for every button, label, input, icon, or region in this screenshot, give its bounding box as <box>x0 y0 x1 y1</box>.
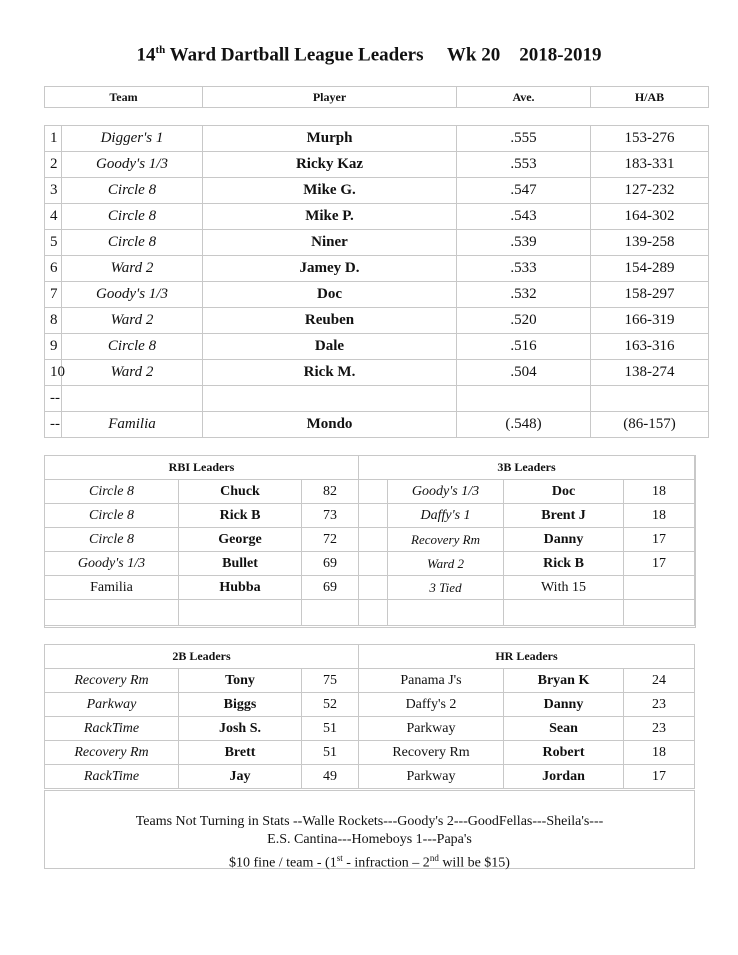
hab-cell: (86-157) <box>591 412 709 438</box>
team-cell <box>62 386 203 412</box>
rbi-title: RBI Leaders <box>45 456 359 480</box>
player-cell: Rick B <box>504 552 624 576</box>
table-row <box>359 552 695 576</box>
team-cell: Parkway <box>45 693 179 717</box>
team-cell: Ward 2 <box>388 552 504 576</box>
rank-cell: 5 <box>45 230 62 256</box>
rank-cell: 3 <box>45 178 62 204</box>
header-hab: H/AB <box>591 87 709 108</box>
hab-cell: 166-319 <box>591 308 709 334</box>
ave-cell: .539 <box>457 230 591 256</box>
table-row <box>45 334 709 360</box>
blank-cell <box>504 600 624 626</box>
hab-cell: 154-289 <box>591 256 709 282</box>
table-row <box>359 480 695 504</box>
team-cell: Circle 8 <box>62 204 203 230</box>
table-row <box>45 412 709 438</box>
player-cell: Jay <box>179 765 302 789</box>
table-row <box>45 126 709 152</box>
team-cell: Goody's 1/3 <box>45 552 179 576</box>
team-cell: Circle 8 <box>45 504 179 528</box>
blank-cell <box>359 600 388 626</box>
rank-cell: -- <box>45 386 62 412</box>
value-cell: 69 <box>302 576 359 600</box>
table-row <box>359 528 695 552</box>
team-cell: Daffy's 1 <box>388 504 504 528</box>
rank-cell: -- <box>45 412 62 438</box>
value-cell: 73 <box>302 504 359 528</box>
team-cell: Ward 2 <box>62 360 203 386</box>
header-team: Team <box>45 87 203 108</box>
hab-cell: 163-316 <box>591 334 709 360</box>
player-cell: Brett <box>179 741 302 765</box>
value-cell: 49 <box>302 765 359 789</box>
blank-cell <box>624 600 695 626</box>
footer-note <box>44 790 695 869</box>
team-cell: Digger's 1 <box>62 126 203 152</box>
rbi-table <box>44 455 359 626</box>
table-row <box>45 576 359 600</box>
team-cell: Circle 8 <box>62 178 203 204</box>
team-cell: Circle 8 <box>45 480 179 504</box>
rank-cell: 4 <box>45 204 62 230</box>
triples-title: 3B Leaders <box>359 456 695 480</box>
team-cell: Familia <box>62 412 203 438</box>
footer-fine-text: - infraction – 2 <box>342 855 430 871</box>
player-cell <box>203 386 457 412</box>
player-cell: Niner <box>203 230 457 256</box>
hab-cell <box>591 386 709 412</box>
table-row <box>45 360 709 386</box>
rank-cell: 8 <box>45 308 62 334</box>
team-cell: Goody's 1/3 <box>62 152 203 178</box>
blank-cell <box>302 600 359 626</box>
title-prefix: 14 <box>136 44 156 66</box>
title-superscript: th <box>155 44 166 56</box>
ave-cell <box>457 386 591 412</box>
blank-cell <box>179 600 302 626</box>
team-cell: Goody's 1/3 <box>388 480 504 504</box>
player-cell: Jordan <box>504 765 624 789</box>
team-cell: Recovery Rm <box>359 741 504 765</box>
player-cell: Biggs <box>179 693 302 717</box>
header-row <box>45 87 709 108</box>
footer-line-1: Teams Not Turning in Stats --Walle Rockets---Goody's 2---GoodFellas---Sheila's--- <box>135 814 604 829</box>
value-cell: 69 <box>302 552 359 576</box>
team-cell: Familia <box>45 576 179 600</box>
title-main: Ward Dartball League Leaders <box>165 44 424 66</box>
value-cell: 75 <box>302 669 359 693</box>
table-row <box>359 765 695 789</box>
value-cell: 23 <box>624 717 695 741</box>
value-cell: 17 <box>624 552 695 576</box>
value-cell: 52 <box>302 693 359 717</box>
blank-cell <box>359 504 388 528</box>
blank-cell <box>359 552 388 576</box>
player-cell: Bullet <box>179 552 302 576</box>
ave-cell: .533 <box>457 256 591 282</box>
player-cell: Tony <box>179 669 302 693</box>
triples-table <box>358 455 695 626</box>
table-row <box>45 308 709 334</box>
hab-cell: 164-302 <box>591 204 709 230</box>
value-cell <box>624 576 695 600</box>
value-cell: 17 <box>624 528 695 552</box>
leaders-header-table <box>44 86 709 108</box>
team-cell: Recovery Rm <box>45 669 179 693</box>
ave-cell: .532 <box>457 282 591 308</box>
team-cell: Recovery Rm <box>45 741 179 765</box>
ave-cell: (.548) <box>457 412 591 438</box>
blank-cell <box>359 528 388 552</box>
player-cell: Mondo <box>203 412 457 438</box>
ave-cell: .555 <box>457 126 591 152</box>
ave-cell: .520 <box>457 308 591 334</box>
rank-cell: 7 <box>45 282 62 308</box>
team-cell: Parkway <box>359 765 504 789</box>
table-row <box>45 765 359 789</box>
team-cell: Circle 8 <box>45 528 179 552</box>
table-row <box>45 204 709 230</box>
player-cell: Mike P. <box>203 204 457 230</box>
team-cell: 3 Tied <box>388 576 504 600</box>
rank-cell: 1 <box>45 126 62 152</box>
team-cell: Parkway <box>359 717 504 741</box>
footer-sup-second: nd <box>429 853 439 863</box>
player-cell: Chuck <box>179 480 302 504</box>
table-row <box>45 178 709 204</box>
table-row <box>45 282 709 308</box>
player-cell: Doc <box>203 282 457 308</box>
player-cell: Jamey D. <box>203 256 457 282</box>
table-row <box>45 528 359 552</box>
homeruns-table <box>358 644 695 789</box>
value-cell: 18 <box>624 741 695 765</box>
value-cell: 51 <box>302 717 359 741</box>
hab-cell: 183-331 <box>591 152 709 178</box>
table-row <box>45 152 709 178</box>
player-cell: With 15 <box>504 576 624 600</box>
page-title <box>0 44 738 66</box>
batting-leaders-table <box>44 125 709 438</box>
rank-cell: 2 <box>45 152 62 178</box>
value-cell: 72 <box>302 528 359 552</box>
table-row <box>45 230 709 256</box>
footer-fine-text: will be $15) <box>438 855 510 871</box>
table-row <box>359 741 695 765</box>
team-cell: Ward 2 <box>62 256 203 282</box>
hab-cell: 138-274 <box>591 360 709 386</box>
table-row <box>359 693 695 717</box>
ave-cell: .553 <box>457 152 591 178</box>
value-cell: 18 <box>624 504 695 528</box>
player-cell: Danny <box>504 693 624 717</box>
value-cell: 23 <box>624 693 695 717</box>
doubles-title: 2B Leaders <box>45 645 359 669</box>
hab-cell: 139-258 <box>591 230 709 256</box>
table-row <box>359 504 695 528</box>
table-row <box>45 504 359 528</box>
player-cell: Dale <box>203 334 457 360</box>
table-row <box>45 386 709 412</box>
player-cell: Robert <box>504 741 624 765</box>
title-week: Wk 20 <box>446 44 501 66</box>
ave-cell: .504 <box>457 360 591 386</box>
rank-cell: 10 <box>45 360 62 386</box>
table-row <box>45 717 359 741</box>
team-cell: RackTime <box>45 765 179 789</box>
player-cell: Danny <box>504 528 624 552</box>
doubles-table <box>44 644 359 789</box>
player-cell: Rick M. <box>203 360 457 386</box>
footer-line-3 <box>45 849 694 873</box>
ave-cell: .543 <box>457 204 591 230</box>
value-cell: 24 <box>624 669 695 693</box>
value-cell: 82 <box>302 480 359 504</box>
team-cell: Circle 8 <box>62 334 203 360</box>
footer-sup-first: st <box>336 853 343 863</box>
player-cell: Reuben <box>203 308 457 334</box>
table-row <box>359 576 695 600</box>
footer-fine-text: $10 fine / team - (1 <box>229 855 337 871</box>
player-cell: Rick B <box>179 504 302 528</box>
title-season: 2018-2019 <box>519 44 602 66</box>
table-row <box>45 256 709 282</box>
rank-cell: 9 <box>45 334 62 360</box>
player-cell: Murph <box>203 126 457 152</box>
player-cell: Sean <box>504 717 624 741</box>
team-cell: Circle 8 <box>62 230 203 256</box>
value-cell: 17 <box>624 765 695 789</box>
team-cell: Goody's 1/3 <box>62 282 203 308</box>
homeruns-title: HR Leaders <box>359 645 695 669</box>
team-cell: Ward 2 <box>62 308 203 334</box>
table-row <box>45 693 359 717</box>
table-row <box>45 669 359 693</box>
header-player: Player <box>203 87 457 108</box>
blank-cell <box>359 480 388 504</box>
footer-line-2: E.S. Cantina---Homeboys 1---Papa's <box>267 832 472 847</box>
value-cell: 51 <box>302 741 359 765</box>
rank-cell: 6 <box>45 256 62 282</box>
table-row <box>359 717 695 741</box>
table-row <box>45 741 359 765</box>
table-row <box>359 669 695 693</box>
value-cell: 18 <box>624 480 695 504</box>
hab-cell: 153-276 <box>591 126 709 152</box>
blank-cell <box>45 600 179 626</box>
ave-cell: .547 <box>457 178 591 204</box>
player-cell: Josh S. <box>179 717 302 741</box>
player-cell: Doc <box>504 480 624 504</box>
team-cell: RackTime <box>45 717 179 741</box>
blank-cell <box>359 576 388 600</box>
player-cell: Ricky Kaz <box>203 152 457 178</box>
team-cell: Panama J's <box>359 669 504 693</box>
player-cell: Brent J <box>504 504 624 528</box>
player-cell: George <box>179 528 302 552</box>
team-cell: Daffy's 2 <box>359 693 504 717</box>
table-row <box>45 552 359 576</box>
blank-cell <box>388 600 504 626</box>
hab-cell: 158-297 <box>591 282 709 308</box>
team-cell: Recovery Rm <box>388 528 504 552</box>
header-ave: Ave. <box>457 87 591 108</box>
player-cell: Hubba <box>179 576 302 600</box>
player-cell: Mike G. <box>203 178 457 204</box>
ave-cell: .516 <box>457 334 591 360</box>
table-row <box>45 480 359 504</box>
hab-cell: 127-232 <box>591 178 709 204</box>
player-cell: Bryan K <box>504 669 624 693</box>
